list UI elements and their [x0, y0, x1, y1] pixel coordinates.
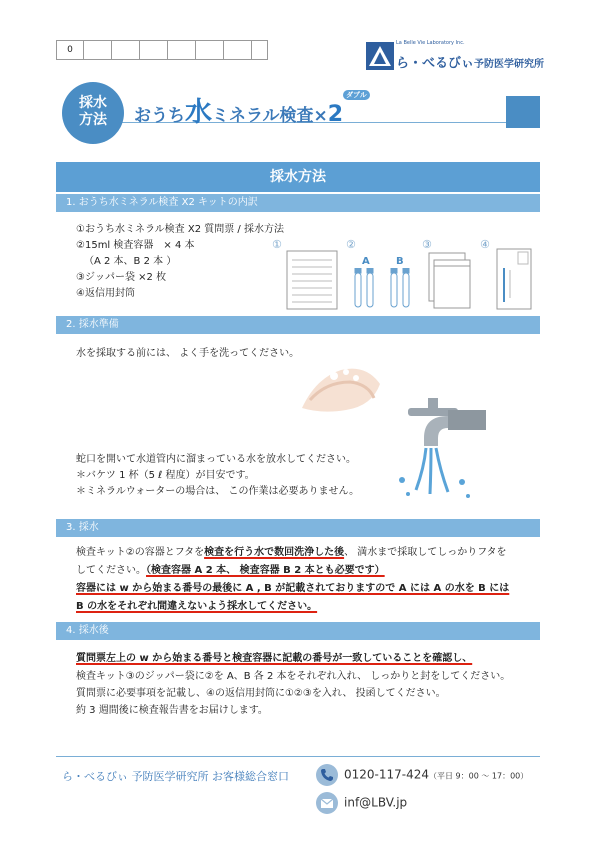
questionnaire-illustration	[286, 250, 338, 310]
main-title-bar: 採水方法	[56, 162, 540, 192]
phone-icon	[316, 764, 338, 786]
sample-line-3	[76, 581, 509, 596]
section2-heading: 2. 採水準備	[56, 316, 540, 334]
prep-line-2: 蛇口を開いて水道管内に溜まっている水を放水してください。	[76, 454, 356, 465]
code-cell	[224, 40, 252, 60]
sample-line-4	[76, 599, 317, 614]
header-block	[506, 96, 540, 128]
kit-label-4: ④	[480, 238, 490, 251]
kit-label-1: ①	[272, 238, 282, 251]
faucet-illustration	[388, 398, 498, 504]
logo-mark-icon	[366, 42, 394, 70]
kit-item-2: ②15ml 検査容器 × 4 本	[76, 240, 195, 251]
kit-item-3: ③ジッパー袋 ×2 枚	[76, 272, 167, 283]
sample-line-1b: 検査を行う水で数回洗浄した後	[204, 547, 345, 558]
contact-hours: （平日 9：00 ～ 17：00）	[429, 771, 529, 781]
sample-line-2a: してください。	[76, 565, 146, 576]
after-line-2: 検査キット③のジッパー袋に②を A、B 各 2 本をそれぞれ入れ、 しっかりと封をしてください。	[76, 671, 511, 682]
kit-label-2: ②	[346, 238, 356, 251]
badge-line2: 方法	[79, 112, 107, 128]
contact-email-row	[316, 792, 407, 814]
after-line-1	[76, 651, 472, 666]
after-line-4: 約 3 週間後に検査報告書をお届けします。	[76, 705, 268, 716]
section3-heading: 3. 採水	[56, 519, 540, 537]
header-badge	[62, 82, 124, 144]
sample-line-3-text: 容器には w から始まる番号の最後に A , B が記載されておりますので A には A の水を B には	[76, 583, 510, 594]
logo-sub: 予防医学研究所	[474, 59, 545, 70]
page-title	[134, 90, 370, 129]
prep-line-4: ＊ミネラルウォーターの場合は、 この作業は必要ありません。	[76, 486, 360, 497]
tube-label-b: B	[396, 256, 404, 267]
hands-illustration	[296, 348, 386, 420]
section4-heading: 4. 採水後	[56, 622, 540, 640]
code-cell	[252, 40, 268, 60]
code-cell: 0	[56, 40, 84, 60]
title-pre: おうち	[134, 106, 185, 126]
code-cell	[84, 40, 112, 60]
sample-line-4-text: B の水をそれぞれ間違えないよう採水してください。	[76, 601, 318, 612]
title-times: ×	[313, 106, 328, 126]
sample-code-boxes	[56, 40, 268, 60]
title-x2: 2	[327, 102, 344, 127]
sample-line-2	[76, 563, 385, 578]
badge-line1: 採水	[79, 95, 107, 111]
contact-rule	[56, 756, 540, 757]
sample-line-1a: 検査キット②の容器とフタを	[76, 547, 205, 558]
code-cell	[168, 40, 196, 60]
sample-line-2b: （検査容器 A 2 本、 検査容器 B 2 本とも必要です）	[146, 565, 385, 576]
kit-item-1: ①おうち水ミネラル検査 X2 質問票 / 採水方法	[76, 224, 284, 235]
prep-line-3: ＊バケツ 1 杯（5 ℓ 程度）が目安です。	[76, 470, 255, 481]
kit-item-2-detail: （A 2 本、B 2 本 ）	[84, 256, 177, 267]
zipper-bag-illustration	[428, 252, 472, 310]
company-logo	[366, 40, 546, 74]
code-cell	[196, 40, 224, 60]
after-line-1-text: 質問票左上の w から始まる番号と検査容器に記載の番号が一致していることを確認し、	[76, 653, 473, 664]
return-envelope-illustration	[496, 248, 532, 310]
tube-label-a: A	[362, 256, 370, 267]
logo-name	[396, 52, 544, 71]
title-post: ミネラル検査	[212, 106, 314, 126]
logo-english: La Belle Vie Laboratory Inc.	[396, 40, 465, 46]
code-cell	[112, 40, 140, 60]
sample-line-1	[76, 545, 507, 560]
contact-phone[interactable]: 0120-117-424	[344, 767, 430, 782]
mail-icon	[316, 792, 338, 814]
prep-line-1: 水を採取する前には、 よく手を洗ってください。	[76, 348, 300, 359]
sample-line-1c: 、 満水まで採取してしっかりフタを	[344, 547, 507, 558]
tube-illustration	[352, 268, 416, 312]
contact-phone-row	[316, 764, 528, 786]
kit-label-3: ③	[422, 238, 432, 251]
code-cell	[140, 40, 168, 60]
title-double-badge: ダブル	[343, 90, 370, 100]
contact-name: ら・べるびぃ 予防医学研究所 お客様総合窓口	[62, 770, 289, 783]
section1-heading: 1. おうち水ミネラル検査 X2 キットの内訳	[56, 194, 540, 212]
logo-brand: ら・べるびぃ	[396, 56, 475, 71]
contact-email[interactable]: inf@LBV.jp	[344, 795, 408, 810]
kit-item-4: ④返信用封筒	[76, 288, 135, 299]
title-big: 水	[185, 97, 212, 128]
after-line-3: 質問票に必要事項を記載し、④の返信用封筒に①②③を入れ、 投函してください。	[76, 688, 446, 699]
